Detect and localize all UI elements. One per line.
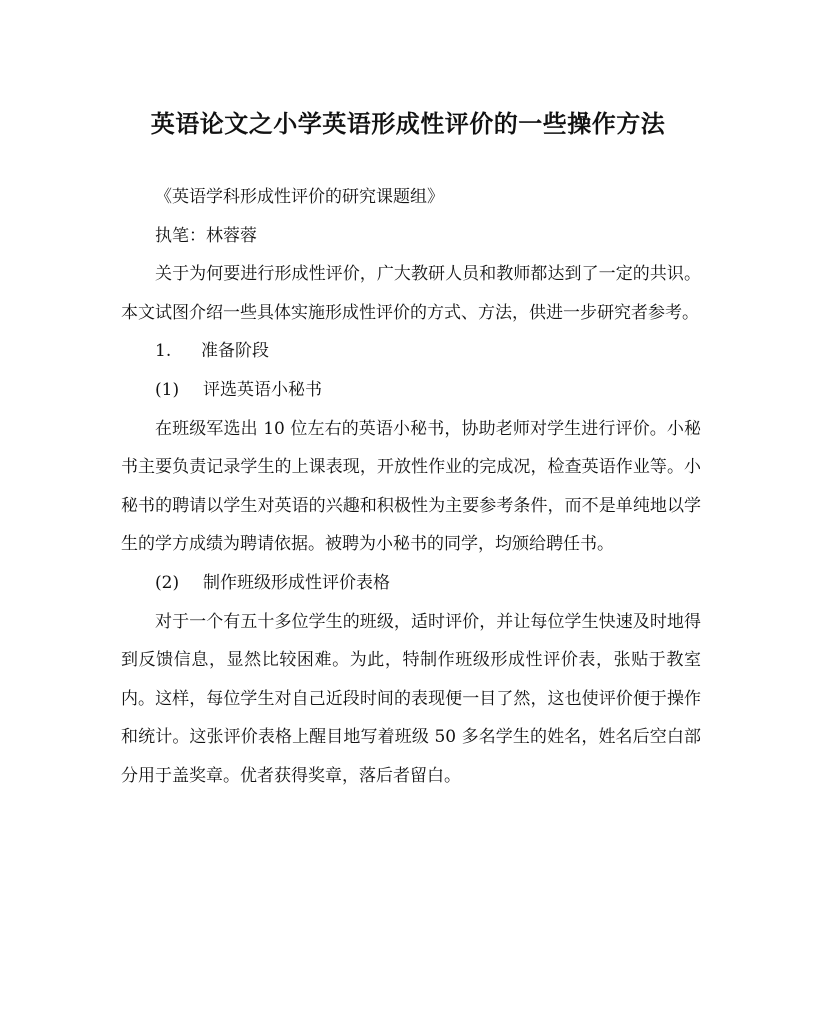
section-heading-text: 准备阶段 xyxy=(201,341,269,362)
subheading-number: (2) xyxy=(155,572,180,593)
document-body xyxy=(121,178,701,796)
section-heading-preparation xyxy=(121,332,701,371)
subheading-number: (1) xyxy=(155,379,180,400)
subheading-evaluation-table xyxy=(121,564,701,603)
subheading-text: 评选英语小秘书 xyxy=(203,379,322,400)
subheading-text: 制作班级形成性评价表格 xyxy=(203,572,390,593)
secretary-paragraph: 在班级军选出 10 位左右的英语小秘书，协助老师对学生进行评价。小秘书主要负责记录学生的上课表现，开放性作业的完成况，检查英语作业等。小秘书的聘请以学生对英语的兴趣和积极性为主要参考条件，而不是单纯地以学生的学方成绩为聘请依据。被聘为小秘书的同学，均颁给聘任书。 xyxy=(121,418,701,555)
author-line: 执笔：林蓉蓉 xyxy=(155,225,257,246)
evaluation-table-paragraph: 对于一个有五十多位学生的班级，适时评价，并让每位学生快速及时地得到反馈信息，显然比较困难。为此，特制作班级形成性评价表，张贴于教室内。这样，每位学生对自己近段时间的表现便一目了然，这也使评价便于操作和统计。这张评价表格上醒目地写着班级 50 多名学生的姓名，姓名后空白部分用于盖奖章。优者获得奖章，落后者留白。 xyxy=(121,611,701,786)
subheading-select-secretary xyxy=(121,371,701,410)
section-number: 1. xyxy=(155,341,172,362)
research-group-line: 《英语学科形成性评价的研究课题组》 xyxy=(155,187,444,207)
document-title: 英语论文之小学英语形成性评价的一些操作方法 xyxy=(150,109,666,138)
intro-paragraph: 关于为何要进行形成性评价，广大教研人员和教师都达到了一定的共识。本文试图介绍一些具体实施形成性评价的方式、方法，供进一步研究者参考。 xyxy=(121,264,701,323)
